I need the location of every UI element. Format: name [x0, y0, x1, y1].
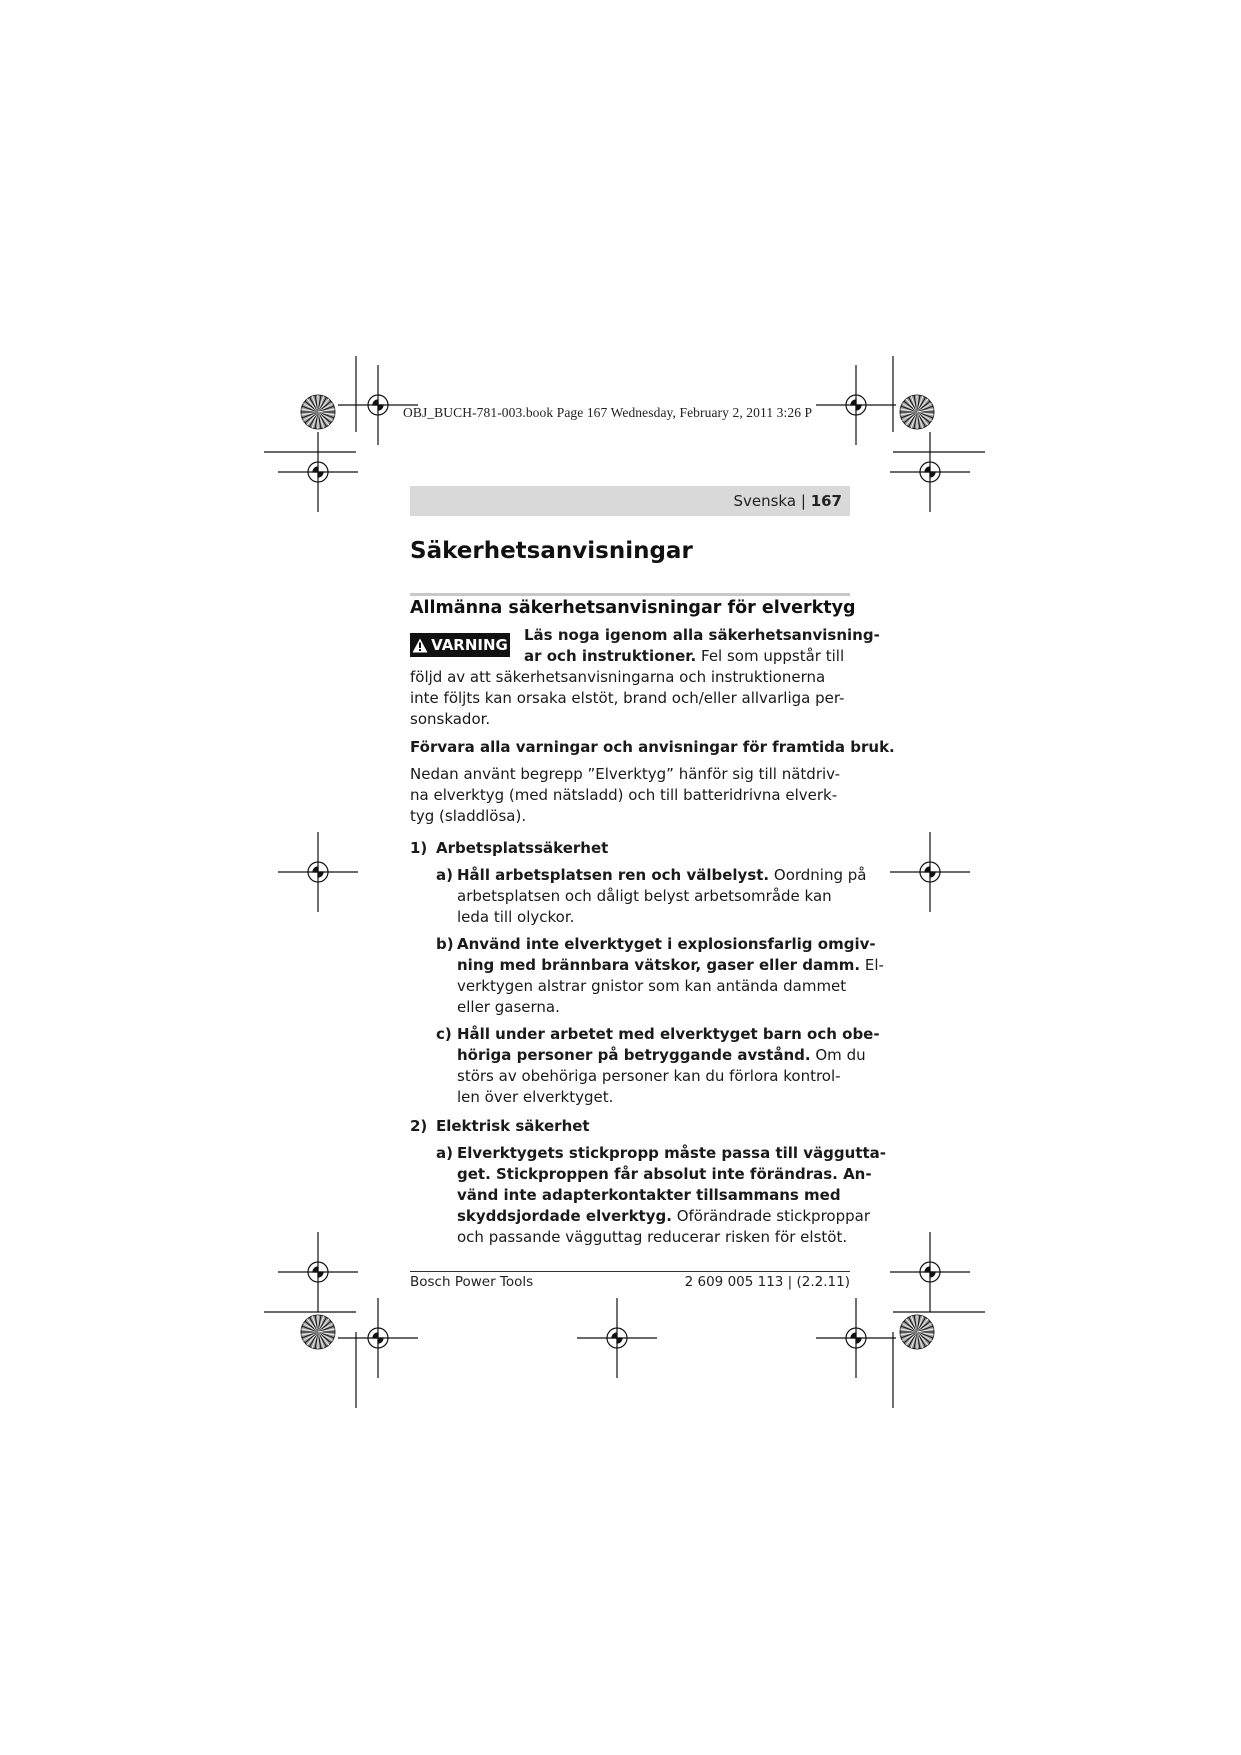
- registration-target-icon: [890, 832, 970, 912]
- header-language: Svenska: [733, 492, 797, 510]
- registration-target-icon: [338, 1298, 418, 1378]
- item-line-text: eller gaserna.: [457, 998, 560, 1016]
- print-info-line: OBJ_BUCH-781-003.book Page 167 Wednesday, February 2, 2011 3:26 P: [403, 405, 813, 420]
- item-line: [457, 1066, 841, 1087]
- registration-target-icon: [278, 432, 358, 512]
- registration-target-icon: [890, 432, 970, 512]
- running-header: [410, 486, 850, 516]
- warning-lead-line: [524, 646, 844, 667]
- section-number: 1): [410, 839, 428, 857]
- footer-publisher: Bosch Power Tools: [410, 1274, 534, 1290]
- item-line: [457, 1185, 841, 1206]
- page-title: Säkerhetsanvisningar: [410, 538, 693, 564]
- footer-doc-number: 2 609 005 113 | (2.2.11): [684, 1274, 850, 1290]
- item-line: [457, 934, 876, 955]
- item-line-text: verktygen alstrar gnistor som kan antända dammet: [457, 977, 847, 995]
- item-line-bold: ning med brännbara vätskor, gaser eller damm.: [457, 956, 861, 974]
- warning-body-line: sonskador.: [410, 710, 491, 728]
- item-line: [457, 997, 560, 1018]
- warning-body-line: följd av att säkerhetsanvisningarna och instruktionerna: [410, 668, 826, 686]
- item-line: [457, 1143, 886, 1164]
- section-heading: Arbetsplatssäkerhet: [436, 839, 609, 857]
- item-line-text: leda till olyckor.: [457, 908, 575, 926]
- item-line: [457, 1227, 847, 1248]
- item-line: [457, 907, 574, 928]
- item-line: [457, 976, 846, 997]
- item-line-text: och passande vägguttag reducerar risken för elstöt.: [457, 1228, 848, 1246]
- item-line-bold: Håll under arbetet med elverktyget barn och obe-: [457, 1025, 880, 1043]
- definition-line: Nedan använt begrepp ”Elverktyg” hänför sig till nätdriv-: [410, 765, 841, 783]
- item-line-bold: Håll arbetsplatsen ren och välbelyst.: [457, 866, 770, 884]
- warning-badge: [410, 633, 510, 657]
- section-title: Allmänna säkerhetsanvisningar för elverktyg: [410, 598, 856, 618]
- warning-body-line: inte följts kan orsaka elstöt, brand och/eller allvarliga per-: [410, 689, 845, 707]
- registration-target-icon: [816, 1298, 896, 1378]
- item-line: [457, 865, 867, 886]
- registration-target-icon: [278, 832, 358, 912]
- item-line-bold: vänd inte adapterkontakter tillsammans med: [457, 1186, 841, 1204]
- warning-triangle-icon: [412, 638, 428, 653]
- registration-target-icon: [577, 1298, 657, 1378]
- item-line-text: Om du: [810, 1046, 866, 1064]
- item-line-bold: skyddsjordade elverktyg.: [457, 1207, 672, 1225]
- definition-line: tyg (sladdlösa).: [410, 807, 527, 825]
- item-line-text: arbetsplatsen och dåligt belyst arbetsområde kan: [457, 887, 832, 905]
- item-line-text: störs av obehöriga personer kan du förlora kontrol-: [457, 1067, 841, 1085]
- item-line: [457, 1024, 880, 1045]
- footer-rule: [410, 1271, 850, 1272]
- item-line-text: len över elverktyget.: [457, 1088, 614, 1106]
- warning-lead-line-bold: Läs noga igenom alla säkerhetsanvisning-: [524, 626, 880, 644]
- keep-notice: Förvara alla varningar och anvisningar för framtida bruk.: [410, 738, 895, 756]
- item-line: [457, 955, 884, 976]
- item-line-bold: Använd inte elverktyget i explosionsfarlig omgiv-: [457, 935, 876, 953]
- registration-target-icon: [890, 1232, 970, 1312]
- section-number: 2): [410, 1117, 428, 1135]
- header-language-page: [733, 492, 842, 510]
- warning-lead-line: [524, 625, 880, 646]
- item-line: [457, 1164, 872, 1185]
- item-line-text: El-: [860, 956, 884, 974]
- warning-lead-line-bold: ar och instruktioner.: [524, 647, 697, 665]
- registration-target-icon: [278, 1232, 358, 1312]
- header-separator: |: [800, 492, 806, 510]
- header-page-number: 167: [810, 492, 842, 510]
- item-line-text: Oordning på: [769, 866, 867, 884]
- item-letter: c): [436, 1025, 452, 1043]
- item-line: [457, 1045, 866, 1066]
- item-letter: a): [436, 1144, 453, 1162]
- definition-line: na elverktyg (med nätsladd) och till batteridrivna elverk-: [410, 786, 838, 804]
- section-heading: Elektrisk säkerhet: [436, 1117, 590, 1135]
- item-letter: b): [436, 935, 454, 953]
- item-line-bold: get. Stickproppen får absolut inte förändras. An-: [457, 1165, 872, 1183]
- item-line: [457, 886, 832, 907]
- item-line: [457, 1087, 613, 1108]
- registration-star-icon: [900, 395, 934, 429]
- warning-badge-label: VARNING: [431, 636, 508, 654]
- item-line-bold: Elverktygets stickpropp måste passa till vägguttа-: [457, 1144, 887, 1162]
- registration-star-icon: [301, 395, 335, 429]
- item-line: [457, 1206, 870, 1227]
- item-letter: a): [436, 866, 453, 884]
- registration-star-icon: [301, 1315, 335, 1349]
- item-line-bold: höriga personer på betryggande avstånd.: [457, 1046, 811, 1064]
- warning-lead-line-text: Fel som uppstår till: [696, 647, 845, 665]
- section-divider: [410, 593, 850, 596]
- registration-star-icon: [900, 1315, 934, 1349]
- item-line-text: Oförändrade stickproppar: [671, 1207, 870, 1225]
